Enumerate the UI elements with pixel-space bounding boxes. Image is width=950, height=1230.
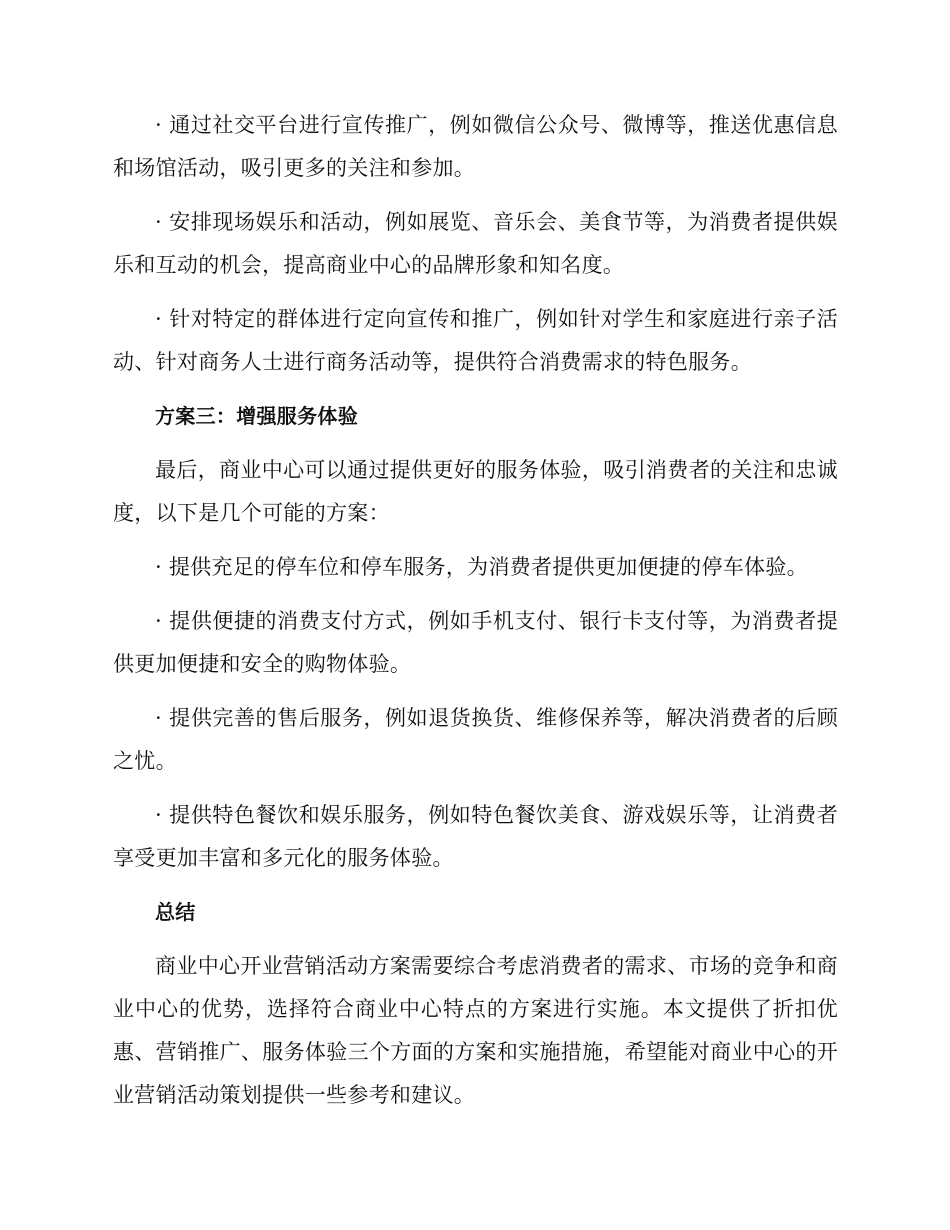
bullet-targeted-promotion: · 针对特定的群体进行定向宣传和推广，例如针对学生和家庭进行亲子活动、针对商务人士进行商务活动等，提供符合消费需求的特色服务。	[113, 307, 838, 374]
bullet-parking: · 提供充足的停车位和停车服务，为消费者提供更加便捷的停车体验。	[155, 555, 808, 579]
document-body	[113, 104, 838, 1128]
section-heading-plan-three: 方案三：增强服务体验	[155, 404, 358, 428]
paragraph-service-intro: 最后，商业中心可以通过提供更好的服务体验，吸引消费者的关注和忠诚度，以下是几个可能的方案：	[113, 458, 838, 525]
bullet-onsite-events: · 安排现场娱乐和活动，例如展览、音乐会、美食节等，为消费者提供娱乐和互动的机会，提高商业中心的品牌形象和知名度。	[113, 210, 838, 277]
section-heading-summary: 总结	[155, 900, 196, 924]
bullet-dining-entertainment: · 提供特色餐饮和娱乐服务，例如特色餐饮美食、游戏娱乐等，让消费者享受更加丰富和多元化的服务体验。	[113, 803, 838, 870]
bullet-after-sales: · 提供完善的售后服务，例如退货换货、维修保养等，解决消费者的后顾之忧。	[113, 706, 838, 773]
paragraph-summary: 商业中心开业营销活动方案需要综合考虑消费者的需求、市场的竞争和商业中心的优势，选择符合商业中心特点的方案进行实施。本文提供了折扣优惠、营销推广、服务体验三个方面的方案和实施措施，希望能对商业中心的开业营销活动策划提供一些参考和建议。	[113, 954, 838, 1107]
bullet-payment: · 提供便捷的消费支付方式，例如手机支付、银行卡支付等，为消费者提供更加便捷和安全的购物体验。	[113, 609, 838, 676]
bullet-social-media: · 通过社交平台进行宣传推广，例如微信公众号、微博等，推送优惠信息和场馆活动，吸引更多的关注和参加。	[113, 113, 838, 180]
